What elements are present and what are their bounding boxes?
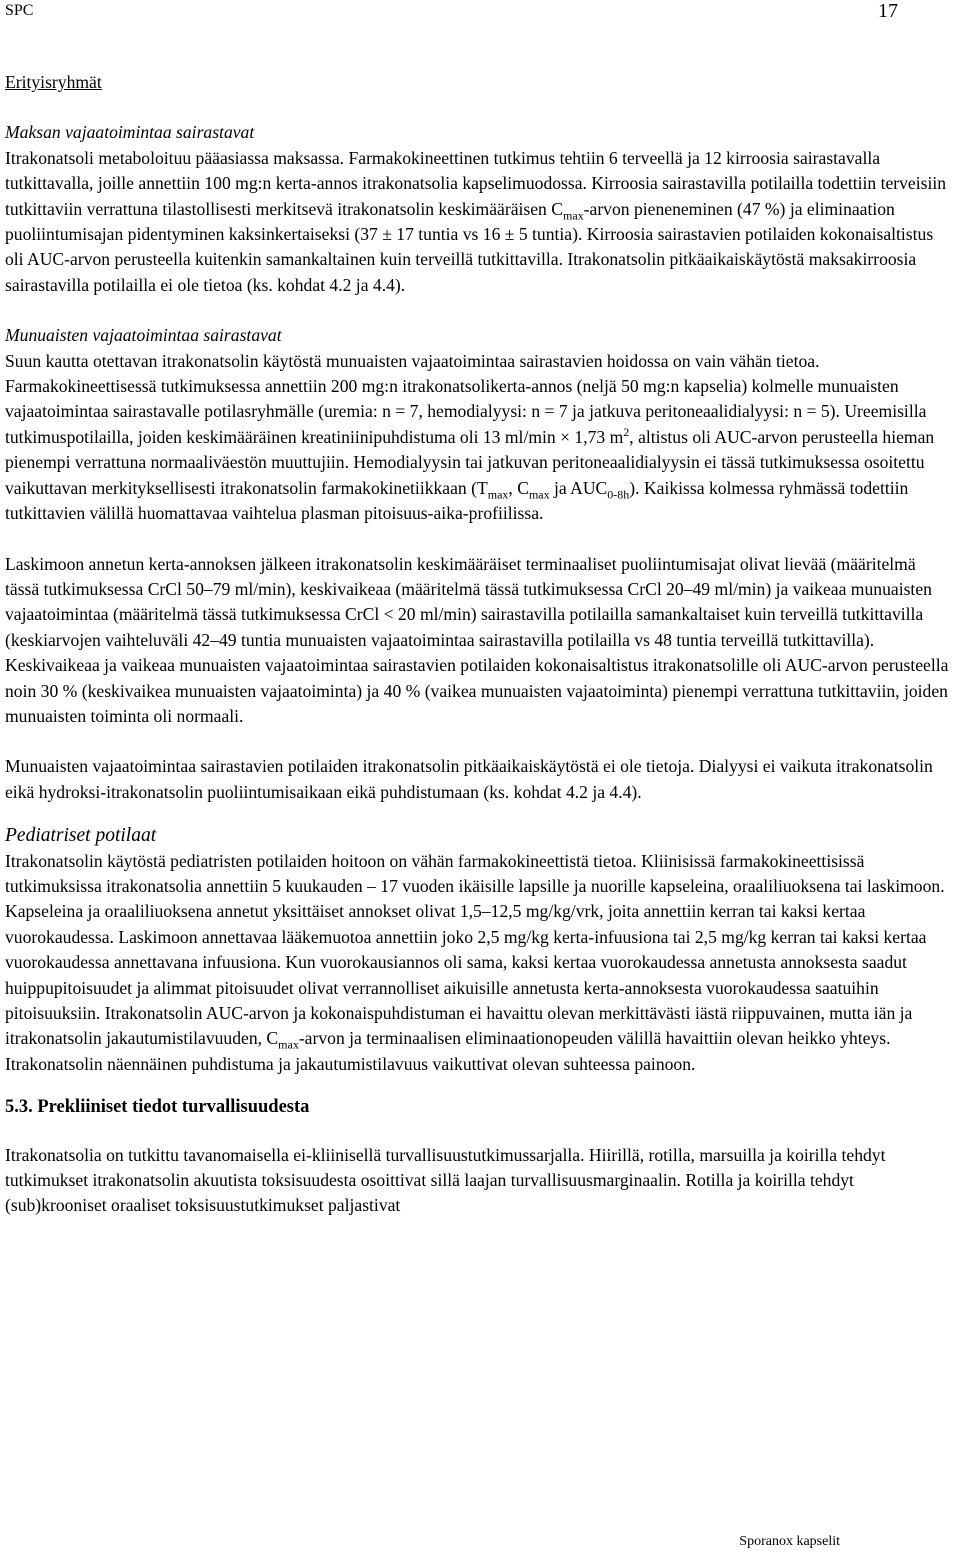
preclinical-paragraph: Itrakonatsolia on tutkittu tavanomaisella ei-kliinisellä turvallisuustutkimussarjalla. Hiirillä, rotilla, marsuilla ja koirilla tehdyt tutkimukset itrakonatsolin akuutista toksisuudesta osoittivat sillä laajan turvallisuusmarginaalin. Rotilla ja koirilla tehdyt (sub)krooniset oraaliset toksisuustutkimukset paljastivat [5, 1144, 886, 1216]
section-title: Erityisryhmät [5, 72, 102, 92]
document-body [5, 70, 951, 1219]
preclinical-heading: 5.3. Prekliiniset tiedot turvallisuudesta [5, 1097, 310, 1118]
renal-subtitle: Munuaisten vajaatoimintaa sairastavat [5, 325, 282, 346]
renal-paragraph-1: Suun kautta otettavan itrakonatsolin käytöstä munuaisten vajaatoimintaa sairastavien hoidossa on vain vähän tietoa. Farmakokineettisessä tutkimuksessa annettiin 200 mg:n itrakonatsolikerta-annos (neljä 50 mg:n kapselia) kolmelle munuaisten vajaatoimintaa sairastavalle potilasryhmälle (uremia: n = 7, hemodialyysi: n = 7 ja jatkuva peritoneaalidialyysi: n = 5). Ureemisilla tutkimuspotilailla, joiden keskimääräinen kreatiniinipuhdistuma oli 13 ml/min × 1,73 $m^2$, altistus oli AUC-arvon perusteella hieman pienempi verrattuna normaaliväestön muuttujiin. Hemodialyysin tai jatkuvan peritoneaalidialyysin ei tässä tutkimuksessa osoitettu vaikuttavan merkityksellisesti itrakonatsolin farmakokinetiikkaan ($T_{max}$, $C_{max}$ ja $AUC_{0-8h}$). Kaikissa kolmessa ryhmässä todettiin tutkittavien välillä huomattavaa vaihtelua plasman pitoisuus-aika-profiilissa. [5, 350, 935, 524]
liver-paragraph: Itrakonatsoli metaboloituu pääasiassa maksassa. Farmakokineettinen tutkimus tehtiin 6 terveellä ja 12 kirroosia sairastavalla tutkittavalla, joille annettiin 100 mg:n kerta-annos itrakonatsolia kapselimuodossa. Kirroosia sairastavilla potilailla todettiin terveisiin tutkittaviin verrattuna tilastollisesti merkitsevä itrakonatsolin keskimääräisen $C_{max}$-arvon pieneneminen (47 %) ja eliminaation puoliintumisajan pidentyminen kaksinkertaiseksi (37 ± 17 tuntia vs 16 ± 5 tuntia). Kirroosia sairastavien potilaiden kokonaisaltistus oli AUC-arvon perusteella kuitenkin samankaltainen kuin terveillä tutkittavilla. Itrakonatsolin pitkäaikaiskäytöstä maksakirroosia sairastavilla potilailla ei ole tietoa (ks. kohdat 4.2 ja 4.4). [5, 147, 947, 295]
liver-subtitle: Maksan vajaatoimintaa sairastavat [5, 122, 255, 143]
pediatric-paragraph: Itrakonatsolin käytöstä pediatristen potilaiden hoitoon on vähän farmakokineettistä tietoa. Kliinisissä farmakokineettisissä tutkimuksissa itrakonatsolia annettiin 5 kuukauden – 17 vuoden ikäisille lapsille ja nuorille kapseleina, oraaliliuoksena tai laskimoon. Kapseleina ja oraaliliuoksena annetut yksittäiset annokset olivat 1,5–12,5 mg/kg/vrk, joita annettiin kerran tai kaksi kertaa vuorokaudessa. Laskimoon annettavaa lääkemuotoa annettiin joko 2,5 mg/kg kerta-infuusiona tai 2,5 mg/kg kerran tai kaksi kertaa vuorokaudessa annettavana infuusiona. Kun vuorokausiannos oli sama, kaksi kertaa vuorokaudessa annetusta annoksesta saadut huippupitoisuudet ja alimmat pitoisuudet olivat verrannolliset aikuisille annetusta kerta-annoksesta vuorokaudessa saatuihin pitoisuuksiin. Itrakonatsolin AUC-arvon ja kokonaispuhdistuman ei havaittu olevan merkittävästi iästä riippuvainen, mutta iän ja itrakonatsolin jakautumistilavuuden, $C_{max}$-arvon ja terminaalisen eliminaationopeuden välillä havaittiin olevan heikko yhteys. Itrakonatsolin näennäinen puhdistuma ja jakautumistilavuus vaikuttivat olevan suhteessa painoon. [5, 850, 945, 1074]
pediatric-subtitle: Pediatriset potilaat [5, 825, 157, 847]
renal-paragraph-3: Munuaisten vajaatoimintaa sairastavien potilaiden itrakonatsolin pitkäaikaiskäytöstä ei ole tietoja. Dialyysi ei vaikuta itrakonatsolin eikä hydroksi-itrakonatsolin puoliintumisaikaan eikä puhdistumaan (ks. kohdat 4.2 ja 4.4). [5, 756, 933, 802]
footer-text: Sporanox kapselit [739, 1534, 840, 1549]
page-number: 17 [878, 0, 898, 22]
renal-paragraph-2: Laskimoon annetun kerta-annoksen jälkeen itrakonatsolin keskimääräiset terminaaliset puoliintumisajat olivat lievää (määritelmä tässä tutkimuksessa CrCl 50–79 ml/min), keskivaikeaa (määritelmä tässä tutkimuksessa CrCl 20–49 ml/min) ja vaikeaa munuaisten vajaatoimintaa (määritelmä tässä tutkimuksessa CrCl < 20 ml/min) sairastavilla potilailla samankaltaiset kuin terveillä tutkittavilla (keskiarvojen vaihteluväli 42–49 tuntia munuaisten vajaatoimintaa sairastavilla potilailla vs 48 tuntia terveillä tutkittavilla). Keskivaikeaa ja vaikeaa munuaisten vajaatoimintaa sairastavien potilaiden kokonaisaltistus itrakonatsolille oli AUC-arvon perusteella noin 30 % (keskivaikea munuaisten vajaatoiminta) ja 40 % (vaikea munuaisten vajaatoiminta) pienempi verrattuna tutkittaviin, joiden munuaisten toiminta oli normaali. [5, 553, 949, 726]
header-label: SPC [5, 2, 34, 19]
